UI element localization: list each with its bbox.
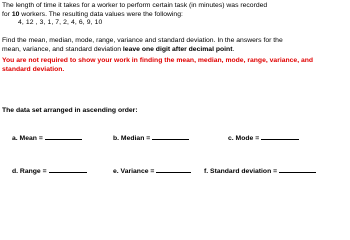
instructions-line-2-suffix: .	[232, 46, 235, 53]
intro-line-2-mid: workers	[19, 11, 46, 18]
range-field	[12, 167, 87, 176]
std-deviation-label: f. Standard deviation =	[204, 168, 278, 175]
sorted-data-heading: The data set arranged in ascending order:	[2, 107, 138, 114]
data-values: 4, 12 , 3, 1, 7, 2, 4, 6, 9, 10	[18, 19, 103, 26]
note-line-2: standard deviation.	[2, 66, 65, 73]
note-line-1: You are not required to show your work in finding the mean, median, mode, range, variance, and	[2, 57, 314, 64]
mean-label: a. Mean =	[12, 135, 43, 142]
range-label: d. Range =	[12, 168, 47, 175]
mode-answer-blank[interactable]	[261, 134, 299, 140]
intro-line-1: The length of time it takes for a worker to perform certain task (in minutes) was recorded	[2, 2, 268, 9]
range-answer-blank[interactable]	[49, 167, 87, 173]
variance-answer-blank[interactable]	[156, 167, 191, 173]
mode-label: c. Mode =	[228, 135, 260, 142]
intro-line-2-suffix: . The resulting data values were the following:	[45, 11, 183, 18]
mean-field	[12, 134, 82, 143]
instructions-line-2	[2, 46, 234, 54]
std-deviation-field	[204, 167, 316, 176]
std-deviation-answer-blank[interactable]	[279, 167, 316, 173]
intro-line-2	[2, 11, 183, 19]
median-answer-blank[interactable]	[152, 134, 189, 140]
worker-count: 10	[11, 11, 20, 18]
instructions-line-1: Find the mean, median, mode, range, variance and standard deviation. In the answers for the	[2, 37, 283, 44]
variance-field	[113, 167, 191, 176]
mean-answer-blank[interactable]	[45, 134, 82, 140]
variance-label: e. Variance =	[113, 168, 155, 175]
median-field	[113, 134, 189, 143]
instructions-line-2-prefix: mean, variance, and standard deviation	[2, 46, 123, 53]
intro-line-2-prefix: for	[2, 11, 12, 18]
decimal-instruction: leave one digit after decimal point	[122, 46, 233, 53]
mode-field	[228, 134, 299, 143]
median-label: b. Median =	[113, 135, 151, 142]
